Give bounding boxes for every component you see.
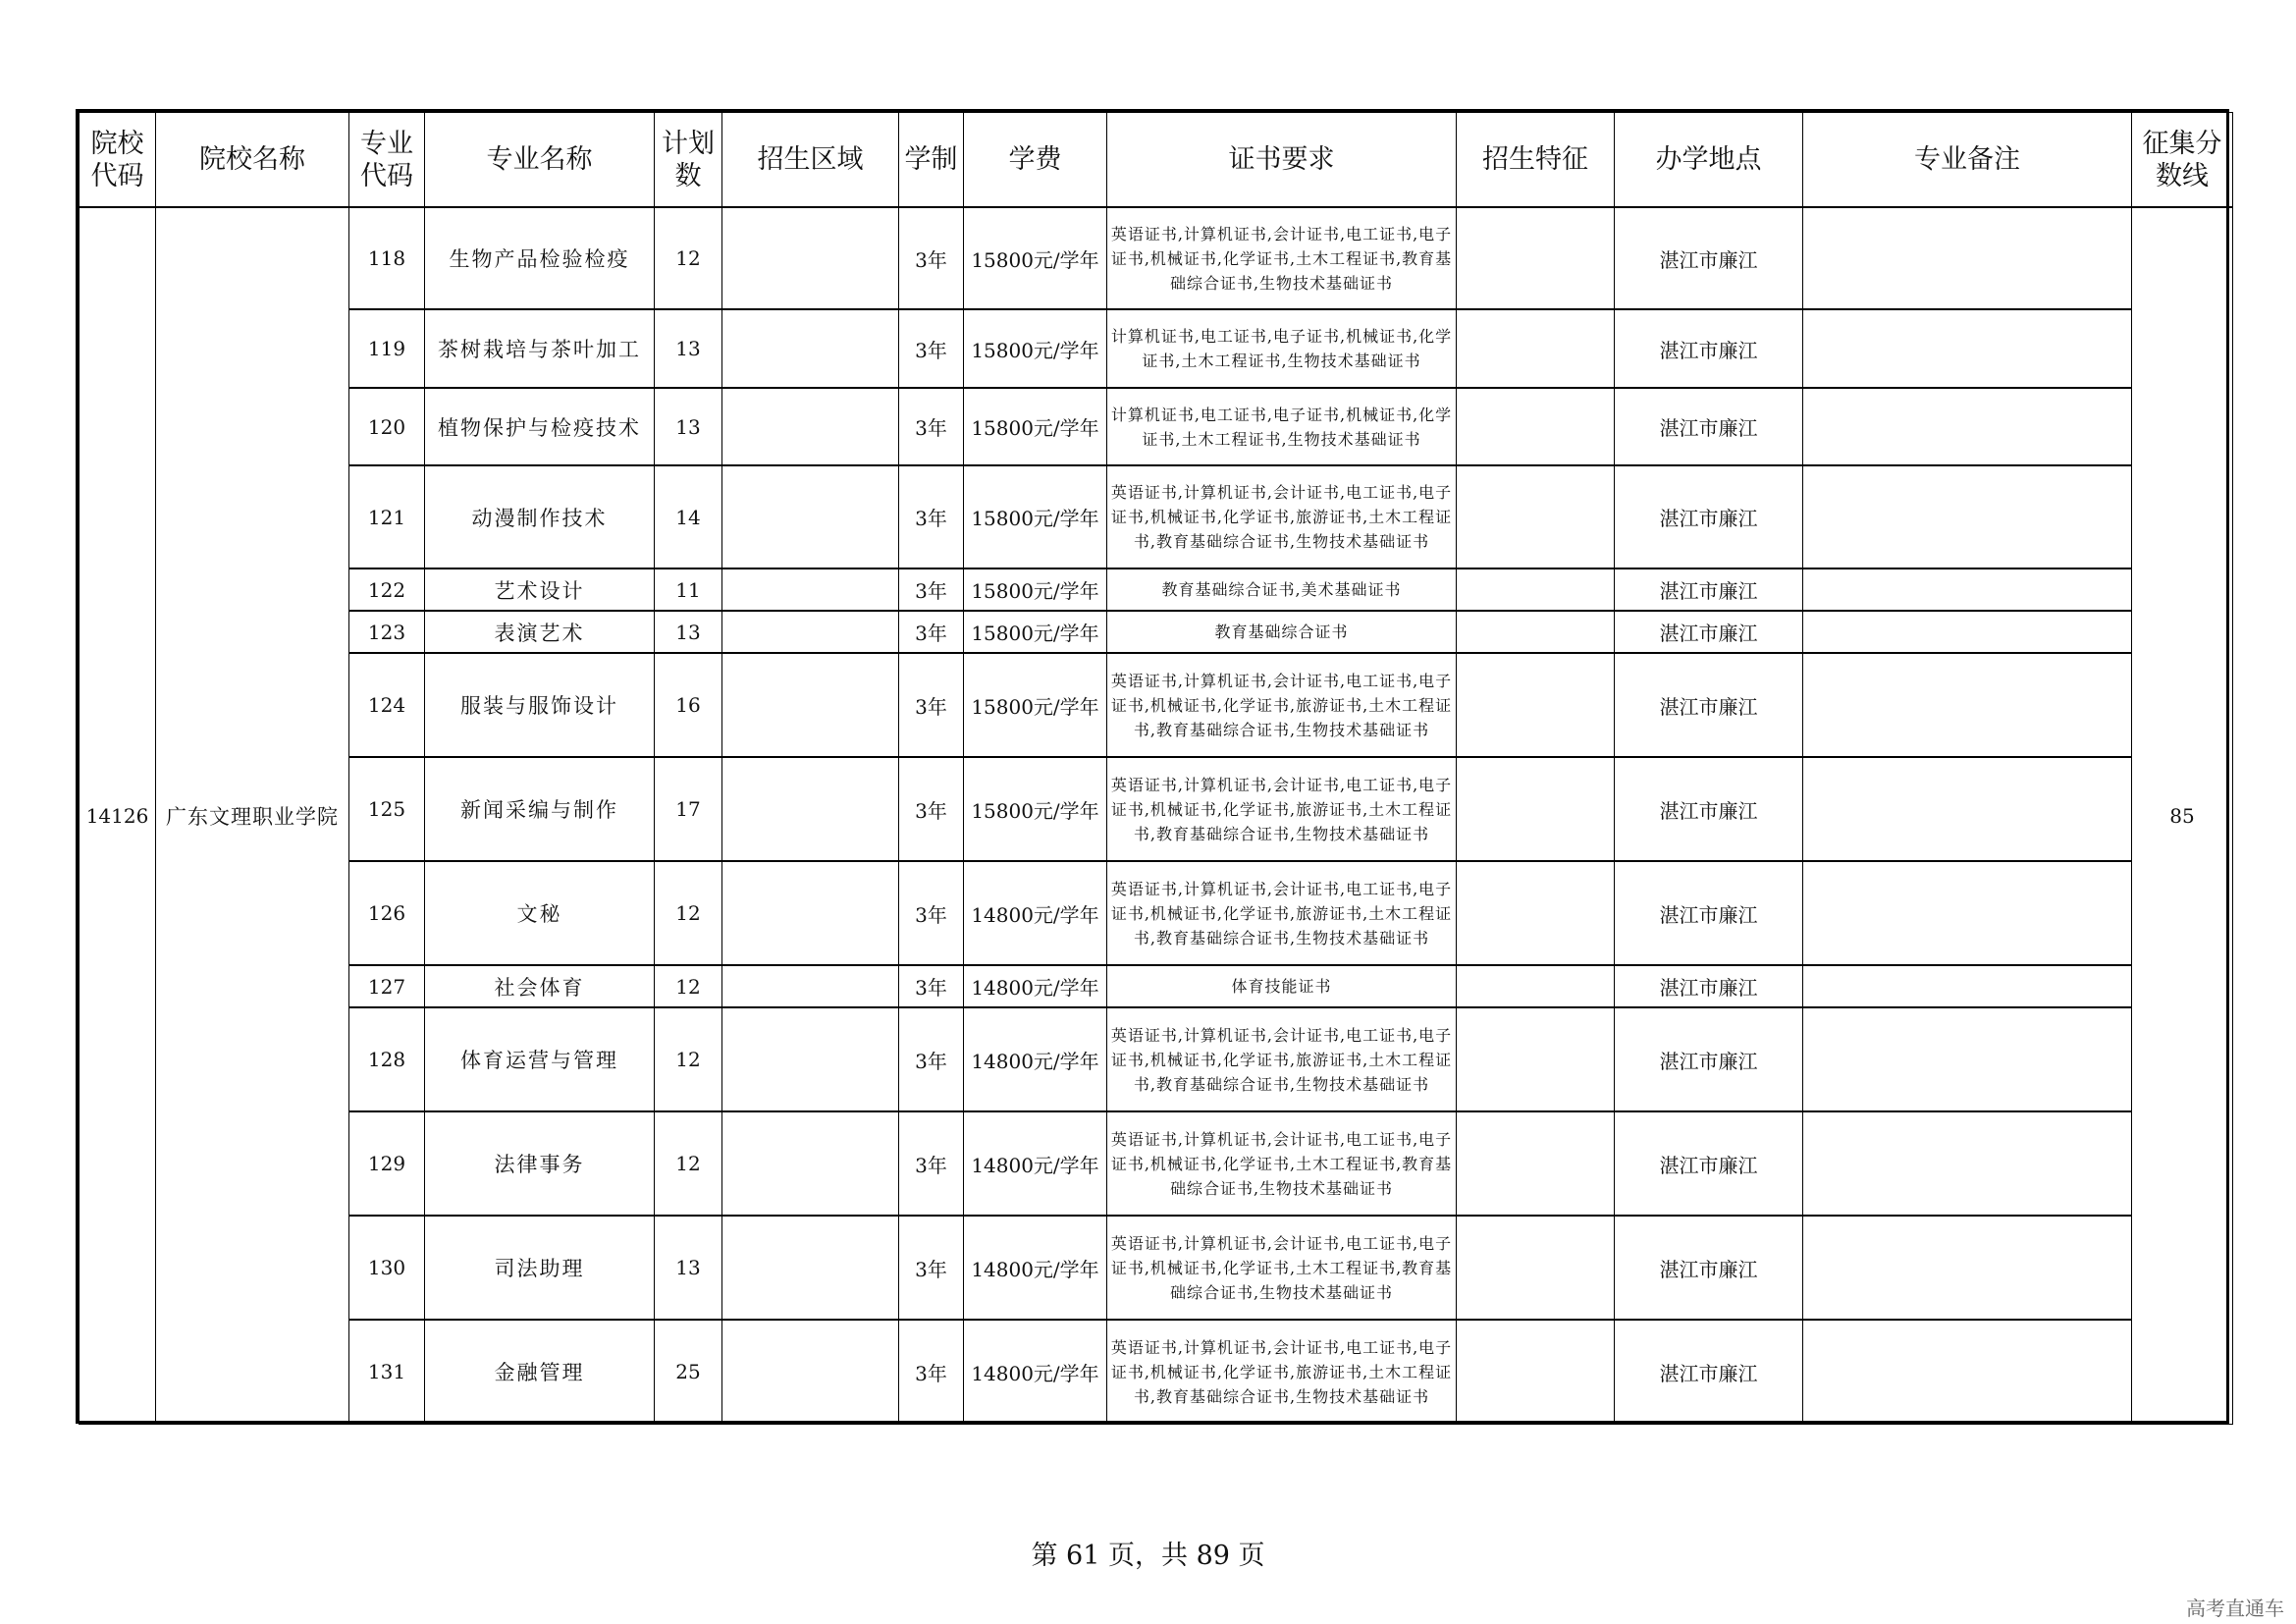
major-code-cell: 120 <box>349 388 425 465</box>
remarks-cell <box>1803 1320 2132 1424</box>
table-row <box>80 1216 2233 1320</box>
duration-cell: 3年 <box>899 309 964 388</box>
remarks-cell <box>1803 309 2132 388</box>
features-cell <box>1457 1216 1615 1320</box>
major-name-cell: 茶树栽培与茶叶加工 <box>425 309 655 388</box>
features-cell <box>1457 388 1615 465</box>
header-plan-count: 计划数 <box>655 113 722 208</box>
major-code-cell: 128 <box>349 1007 425 1111</box>
table-row <box>80 965 2233 1007</box>
duration-cell: 3年 <box>899 207 964 309</box>
region-cell <box>722 1320 899 1424</box>
admissions-table <box>79 112 2233 1425</box>
duration-cell: 3年 <box>899 1007 964 1111</box>
certificates-cell: 计算机证书,电工证书,电子证书,机械证书,化学证书,土木工程证书,生物技术基础证书 <box>1107 388 1457 465</box>
region-cell <box>722 388 899 465</box>
tuition-cell: 15800元/学年 <box>964 568 1107 611</box>
header-major-code: 专业代码 <box>349 113 425 208</box>
tuition-cell: 15800元/学年 <box>964 465 1107 568</box>
remarks-cell <box>1803 1216 2132 1320</box>
major-name-cell: 新闻采编与制作 <box>425 757 655 861</box>
major-name-cell: 植物保护与检疫技术 <box>425 388 655 465</box>
duration-cell: 3年 <box>899 388 964 465</box>
location-cell: 湛江市廉江 <box>1615 568 1803 611</box>
major-name-cell: 艺术设计 <box>425 568 655 611</box>
plan-count-cell: 13 <box>655 309 722 388</box>
region-cell <box>722 1216 899 1320</box>
tuition-cell: 14800元/学年 <box>964 965 1107 1007</box>
duration-cell: 3年 <box>899 757 964 861</box>
location-cell: 湛江市廉江 <box>1615 611 1803 653</box>
certificates-cell: 体育技能证书 <box>1107 965 1457 1007</box>
remarks-cell <box>1803 465 2132 568</box>
plan-count-cell: 13 <box>655 1216 722 1320</box>
table-row <box>80 309 2233 388</box>
major-name-cell: 体育运营与管理 <box>425 1007 655 1111</box>
certificates-cell: 教育基础综合证书 <box>1107 611 1457 653</box>
table-row <box>80 757 2233 861</box>
remarks-cell <box>1803 568 2132 611</box>
major-name-cell: 生物产品检验检疫 <box>425 207 655 309</box>
duration-cell: 3年 <box>899 465 964 568</box>
major-code-cell: 118 <box>349 207 425 309</box>
features-cell <box>1457 465 1615 568</box>
features-cell <box>1457 1111 1615 1216</box>
plan-count-cell: 13 <box>655 611 722 653</box>
region-cell <box>722 653 899 757</box>
table-row <box>80 611 2233 653</box>
location-cell: 湛江市廉江 <box>1615 465 1803 568</box>
certificates-cell: 英语证书,计算机证书,会计证书,电工证书,电子证书,机械证书,化学证书,土木工程证书,教育基础综合证书,生物技术基础证书 <box>1107 1216 1457 1320</box>
location-cell: 湛江市廉江 <box>1615 1320 1803 1424</box>
header-cutoff: 征集分数线 <box>2132 113 2233 208</box>
header-row <box>80 113 2233 208</box>
features-cell <box>1457 1320 1615 1424</box>
region-cell <box>722 1007 899 1111</box>
tuition-cell: 15800元/学年 <box>964 388 1107 465</box>
location-cell: 湛江市廉江 <box>1615 1007 1803 1111</box>
table-body <box>80 207 2233 1424</box>
location-cell: 湛江市廉江 <box>1615 1111 1803 1216</box>
major-name-cell: 金融管理 <box>425 1320 655 1424</box>
tuition-cell: 15800元/学年 <box>964 207 1107 309</box>
header-region: 招生区域 <box>722 113 899 208</box>
location-cell: 湛江市廉江 <box>1615 653 1803 757</box>
watermark: 高考直通车 <box>2186 1597 2284 1620</box>
major-code-cell: 127 <box>349 965 425 1007</box>
header-tuition: 学费 <box>964 113 1107 208</box>
plan-count-cell: 12 <box>655 207 722 309</box>
certificates-cell: 英语证书,计算机证书,会计证书,电工证书,电子证书,机械证书,化学证书,旅游证书,土木工程证书,教育基础综合证书,生物技术基础证书 <box>1107 757 1457 861</box>
remarks-cell <box>1803 1007 2132 1111</box>
major-name-cell: 表演艺术 <box>425 611 655 653</box>
region-cell <box>722 568 899 611</box>
table-row <box>80 465 2233 568</box>
plan-count-cell: 12 <box>655 1007 722 1111</box>
admissions-table-frame <box>76 109 2229 1424</box>
tuition-cell: 14800元/学年 <box>964 1216 1107 1320</box>
tuition-cell: 14800元/学年 <box>964 1111 1107 1216</box>
header-school-name: 院校名称 <box>156 113 349 208</box>
header-features: 招生特征 <box>1457 113 1615 208</box>
certificates-cell: 英语证书,计算机证书,会计证书,电工证书,电子证书,机械证书,化学证书,旅游证书,土木工程证书,教育基础综合证书,生物技术基础证书 <box>1107 861 1457 965</box>
plan-count-cell: 11 <box>655 568 722 611</box>
remarks-cell <box>1803 861 2132 965</box>
tuition-cell: 15800元/学年 <box>964 611 1107 653</box>
major-code-cell: 119 <box>349 309 425 388</box>
duration-cell: 3年 <box>899 1320 964 1424</box>
region-cell <box>722 1111 899 1216</box>
header-certificates: 证书要求 <box>1107 113 1457 208</box>
tuition-cell: 15800元/学年 <box>964 757 1107 861</box>
major-name-cell: 文秘 <box>425 861 655 965</box>
table-row <box>80 861 2233 965</box>
major-name-cell: 社会体育 <box>425 965 655 1007</box>
location-cell: 湛江市廉江 <box>1615 309 1803 388</box>
remarks-cell <box>1803 388 2132 465</box>
duration-cell: 3年 <box>899 1216 964 1320</box>
features-cell <box>1457 309 1615 388</box>
features-cell <box>1457 965 1615 1007</box>
major-name-cell: 动漫制作技术 <box>425 465 655 568</box>
location-cell: 湛江市廉江 <box>1615 861 1803 965</box>
certificates-cell: 英语证书,计算机证书,会计证书,电工证书,电子证书,机械证书,化学证书,旅游证书,土木工程证书,教育基础综合证书,生物技术基础证书 <box>1107 653 1457 757</box>
major-code-cell: 124 <box>349 653 425 757</box>
major-name-cell: 法律事务 <box>425 1111 655 1216</box>
header-major-name: 专业名称 <box>425 113 655 208</box>
duration-cell: 3年 <box>899 1111 964 1216</box>
table-row <box>80 653 2233 757</box>
tuition-cell: 15800元/学年 <box>964 309 1107 388</box>
major-code-cell: 123 <box>349 611 425 653</box>
remarks-cell <box>1803 1111 2132 1216</box>
duration-cell: 3年 <box>899 861 964 965</box>
location-cell: 湛江市廉江 <box>1615 207 1803 309</box>
cutoff-score-cell: 85 <box>2132 207 2233 1424</box>
duration-cell: 3年 <box>899 568 964 611</box>
remarks-cell <box>1803 653 2132 757</box>
major-name-cell: 服装与服饰设计 <box>425 653 655 757</box>
tuition-cell: 15800元/学年 <box>964 653 1107 757</box>
duration-cell: 3年 <box>899 611 964 653</box>
region-cell <box>722 465 899 568</box>
duration-cell: 3年 <box>899 653 964 757</box>
header-location: 办学地点 <box>1615 113 1803 208</box>
header-duration: 学制 <box>899 113 964 208</box>
major-code-cell: 126 <box>349 861 425 965</box>
major-code-cell: 131 <box>349 1320 425 1424</box>
plan-count-cell: 25 <box>655 1320 722 1424</box>
features-cell <box>1457 861 1615 965</box>
table-row <box>80 1007 2233 1111</box>
school-name-cell: 广东文理职业学院 <box>156 207 349 1424</box>
remarks-cell <box>1803 965 2132 1007</box>
page-number-footer: 第 61 页，共 89 页 <box>1031 1541 1265 1571</box>
features-cell <box>1457 207 1615 309</box>
features-cell <box>1457 1007 1615 1111</box>
certificates-cell: 教育基础综合证书,美术基础证书 <box>1107 568 1457 611</box>
tuition-cell: 14800元/学年 <box>964 1007 1107 1111</box>
major-code-cell: 121 <box>349 465 425 568</box>
location-cell: 湛江市廉江 <box>1615 965 1803 1007</box>
plan-count-cell: 17 <box>655 757 722 861</box>
school-code-cell: 14126 <box>80 207 156 1424</box>
tuition-cell: 14800元/学年 <box>964 1320 1107 1424</box>
major-code-cell: 125 <box>349 757 425 861</box>
region-cell <box>722 861 899 965</box>
major-code-cell: 130 <box>349 1216 425 1320</box>
certificates-cell: 英语证书,计算机证书,会计证书,电工证书,电子证书,机械证书,化学证书,旅游证书,土木工程证书,教育基础综合证书,生物技术基础证书 <box>1107 1007 1457 1111</box>
plan-count-cell: 12 <box>655 965 722 1007</box>
major-code-cell: 122 <box>349 568 425 611</box>
location-cell: 湛江市廉江 <box>1615 388 1803 465</box>
header-school-code: 院校代码 <box>80 113 156 208</box>
remarks-cell <box>1803 611 2132 653</box>
remarks-cell <box>1803 757 2132 861</box>
plan-count-cell: 12 <box>655 1111 722 1216</box>
certificates-cell: 计算机证书,电工证书,电子证书,机械证书,化学证书,土木工程证书,生物技术基础证书 <box>1107 309 1457 388</box>
major-code-cell: 129 <box>349 1111 425 1216</box>
duration-cell: 3年 <box>899 965 964 1007</box>
location-cell: 湛江市廉江 <box>1615 757 1803 861</box>
region-cell <box>722 611 899 653</box>
region-cell <box>722 309 899 388</box>
certificates-cell: 英语证书,计算机证书,会计证书,电工证书,电子证书,机械证书,化学证书,土木工程证书,教育基础综合证书,生物技术基础证书 <box>1107 207 1457 309</box>
region-cell <box>722 965 899 1007</box>
plan-count-cell: 13 <box>655 388 722 465</box>
tuition-cell: 14800元/学年 <box>964 861 1107 965</box>
certificates-cell: 英语证书,计算机证书,会计证书,电工证书,电子证书,机械证书,化学证书,旅游证书,土木工程证书,教育基础综合证书,生物技术基础证书 <box>1107 1320 1457 1424</box>
features-cell <box>1457 611 1615 653</box>
location-cell: 湛江市廉江 <box>1615 1216 1803 1320</box>
region-cell <box>722 207 899 309</box>
features-cell <box>1457 757 1615 861</box>
certificates-cell: 英语证书,计算机证书,会计证书,电工证书,电子证书,机械证书,化学证书,土木工程证书,教育基础综合证书,生物技术基础证书 <box>1107 1111 1457 1216</box>
header-remarks: 专业备注 <box>1803 113 2132 208</box>
certificates-cell: 英语证书,计算机证书,会计证书,电工证书,电子证书,机械证书,化学证书,旅游证书,土木工程证书,教育基础综合证书,生物技术基础证书 <box>1107 465 1457 568</box>
table-row <box>80 388 2233 465</box>
features-cell <box>1457 568 1615 611</box>
table-row <box>80 1320 2233 1424</box>
table-row <box>80 1111 2233 1216</box>
remarks-cell <box>1803 207 2132 309</box>
region-cell <box>722 757 899 861</box>
table-row <box>80 207 2233 309</box>
features-cell <box>1457 653 1615 757</box>
plan-count-cell: 14 <box>655 465 722 568</box>
plan-count-cell: 12 <box>655 861 722 965</box>
table-row <box>80 568 2233 611</box>
major-name-cell: 司法助理 <box>425 1216 655 1320</box>
plan-count-cell: 16 <box>655 653 722 757</box>
